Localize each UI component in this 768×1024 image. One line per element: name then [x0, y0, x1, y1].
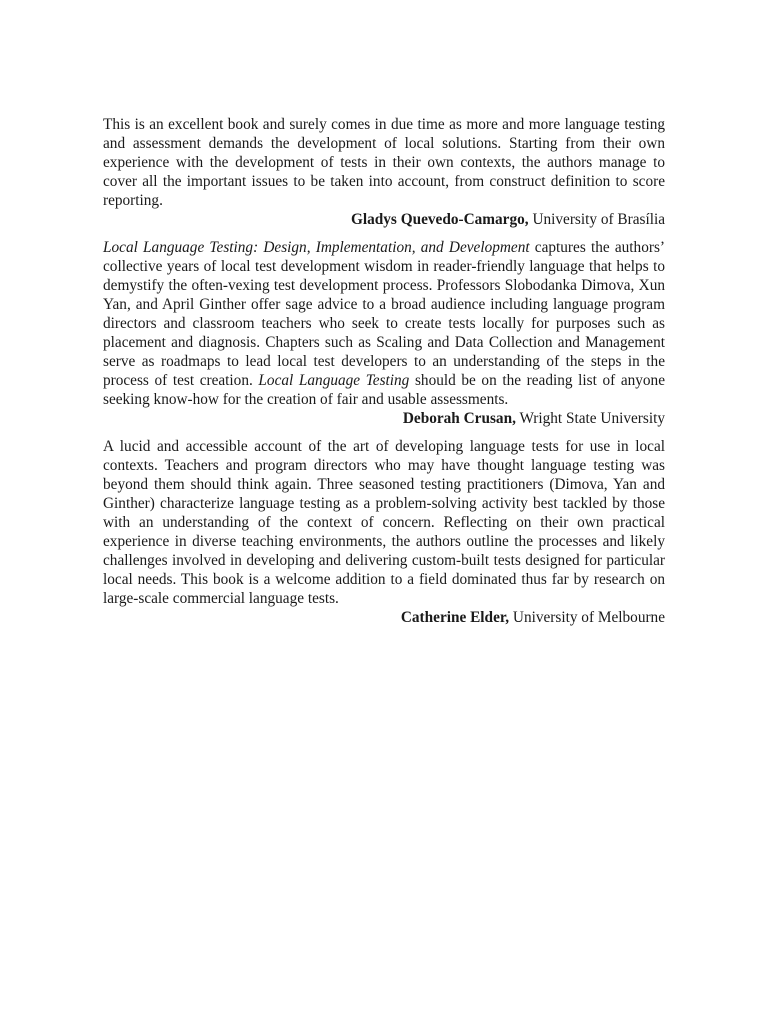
endorsement-attribution: [103, 210, 665, 229]
author-affiliation: Wright State University: [519, 410, 665, 428]
endorsement-elder: [103, 437, 665, 628]
book-title: Local Language Testing: Design, Implementation, and Development: [103, 238, 530, 256]
endorsement-attribution: [103, 409, 665, 428]
endorsements-page: [103, 115, 665, 635]
endorsement-attribution: [103, 608, 665, 627]
book-title: Local Language Testing: [258, 372, 410, 390]
author-name: Gladys Quevedo-Camargo,: [350, 211, 529, 229]
endorsement-crusan: [103, 238, 665, 429]
endorsement-text-segment: This is an excellent book and surely comes in due time as more and more language testing and assessment demands the development of local solutions. Starting from their own experience with the development of tests in their own contexts, the authors manage to cover all the important issues to be taken into account, from construct definition to score reporting.: [103, 116, 665, 210]
endorsement-text-segment: A lucid and accessible account of the art of developing language tests for use in local contexts. Teachers and program directors who may have thought language testing was beyond them should think again. Three seasoned testing practitioners (Dimova, Yan and Ginther) characterize language testing as a problem-solving activity best tackled by those with an understanding of the context of concern. Reflecting on their own practical experience in diverse teaching environments, the authors outline the processes and likely challenges involved in developing and delivering custom-built tests designed for particular local needs. This book is a welcome addition to a field dominated thus far by research on large-scale commercial language tests.: [103, 437, 665, 608]
endorsement-text: [103, 437, 665, 609]
endorsement-text: [103, 115, 665, 210]
author-affiliation: University of Melbourne: [512, 609, 665, 627]
endorsement-quevedo-camargo: [103, 115, 665, 230]
endorsement-text-segment: should be on the reading list of anyone seeking know-how for the creation of fair and usable assessments.: [103, 372, 665, 409]
endorsement-text: [103, 238, 665, 410]
author-name: Catherine Elder,: [400, 609, 510, 627]
author-name: Deborah Crusan,: [402, 410, 516, 428]
endorsement-text-segment: captures the authors’ collective years of local test development wisdom in reader-friendly language that helps to demystify the often-vexing test development process. Professors Slobodanka Dimova, Xun Yan, and April Ginther offer sage advice to a broad audience including language program directors and classroom teachers who seek to create tests locally for purposes such as placement and diagnosis. Chapters such as Scaling and Data Collection and Management serve as roadmaps to lead local test developers to an understanding of the steps in the process of test creation.: [103, 238, 665, 390]
author-affiliation: University of Brasília: [532, 211, 665, 229]
